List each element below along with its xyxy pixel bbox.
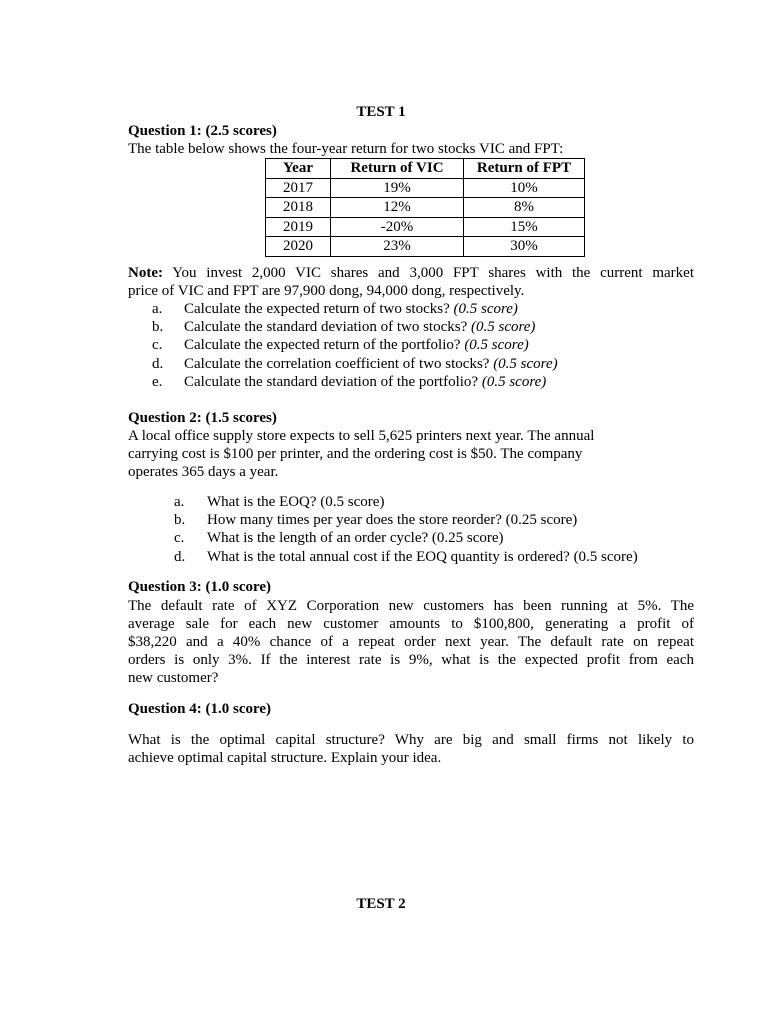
item-question: Calculate the standard deviation of the portfolio? bbox=[184, 373, 482, 390]
item-marker: a. bbox=[174, 494, 185, 510]
item-score: (0.5 score) bbox=[471, 319, 536, 336]
cell-year: 2019 bbox=[266, 217, 331, 237]
item-text: How many times per year does the store reorder? (0.25 score) bbox=[207, 512, 578, 529]
q4-line-1: What is the optimal capital structure? Why are big and small firms not likely to bbox=[128, 732, 694, 748]
test1-title: TEST 1 bbox=[356, 104, 406, 120]
q4-heading: Question 4: (1.0 score) bbox=[128, 701, 272, 717]
q2-line-3: operates 365 days a year. bbox=[128, 464, 279, 480]
item-marker: e. bbox=[152, 373, 163, 390]
list-item bbox=[152, 336, 672, 354]
cell-vic: 23% bbox=[331, 237, 464, 257]
list-item bbox=[174, 511, 694, 529]
returns-table bbox=[265, 158, 585, 257]
list-item bbox=[174, 529, 694, 547]
col-header-vic: Return of VIC bbox=[331, 159, 464, 179]
note-text: You invest 2,000 VIC shares and 3,000 FPT shares with the current market bbox=[162, 265, 694, 281]
col-header-year: Year bbox=[266, 159, 331, 179]
q3-line-1: The default rate of XYZ Corporation new customers has been running at 5%. The bbox=[128, 598, 694, 614]
table-row bbox=[266, 217, 585, 237]
q3-line-5: new customer? bbox=[128, 670, 219, 686]
list-item bbox=[152, 355, 672, 373]
q3-line-4: orders is only 3%. If the interest rate is 9%, what is the expected profit from each bbox=[128, 652, 694, 668]
table-row bbox=[266, 237, 585, 257]
item-marker: d. bbox=[152, 355, 164, 372]
note-label: Note: bbox=[128, 265, 163, 281]
item-text bbox=[184, 318, 535, 336]
q1-intro: The table below shows the four-year return for two stocks VIC and FPT: bbox=[128, 141, 564, 157]
item-marker: a. bbox=[152, 301, 163, 317]
cell-year: 2020 bbox=[266, 237, 331, 257]
list-item bbox=[152, 318, 672, 336]
cell-fpt: 8% bbox=[464, 198, 585, 218]
item-text bbox=[184, 355, 558, 373]
list-item bbox=[152, 373, 672, 391]
item-question: Calculate the expected return of two stocks? bbox=[184, 301, 454, 317]
item-score: (0.5 score) bbox=[464, 337, 529, 354]
cell-year: 2017 bbox=[266, 178, 331, 198]
q2-task-list bbox=[174, 493, 694, 566]
cell-fpt: 10% bbox=[464, 178, 585, 198]
q1-heading: Question 1: (2.5 scores) bbox=[128, 123, 277, 139]
q2-heading: Question 2: (1.5 scores) bbox=[128, 410, 277, 426]
item-score: (0.5 score) bbox=[453, 301, 518, 317]
cell-vic: -20% bbox=[331, 217, 464, 237]
item-marker: c. bbox=[152, 337, 163, 354]
q2-line-2: carrying cost is $100 per printer, and the ordering cost is $50. The company bbox=[128, 446, 583, 462]
table-row bbox=[266, 178, 585, 198]
cell-vic: 12% bbox=[331, 198, 464, 218]
table-row bbox=[266, 198, 585, 218]
item-text: What is the total annual cost if the EOQ quantity is ordered? (0.5 score) bbox=[207, 548, 638, 565]
item-score: (0.5 score) bbox=[493, 355, 558, 372]
q1-task-list bbox=[152, 300, 672, 391]
q1-note-line-2: price of VIC and FPT are 97,900 dong, 94,000 dong, respectively. bbox=[128, 283, 525, 299]
item-marker: b. bbox=[174, 512, 186, 529]
item-marker: d. bbox=[174, 548, 186, 565]
q1-note-line-1 bbox=[128, 264, 694, 282]
item-question: Calculate the expected return of the portfolio? bbox=[184, 337, 465, 354]
list-item bbox=[174, 493, 694, 511]
item-text bbox=[184, 373, 546, 391]
item-text bbox=[184, 336, 529, 354]
item-text bbox=[184, 300, 518, 318]
item-question: Calculate the standard deviation of two stocks? bbox=[184, 319, 471, 336]
test2-title: TEST 2 bbox=[356, 896, 406, 912]
q2-line-1: A local office supply store expects to sell 5,625 printers next year. The annual bbox=[128, 428, 595, 444]
table-header-row bbox=[266, 159, 585, 179]
list-item bbox=[152, 300, 672, 318]
cell-fpt: 30% bbox=[464, 237, 585, 257]
item-score: (0.5 score) bbox=[481, 373, 547, 390]
q3-line-3: $38,220 and a 40% chance of a repeat order next year. The default rate on repeat bbox=[128, 634, 694, 650]
col-header-fpt: Return of FPT bbox=[464, 159, 585, 179]
item-text: What is the length of an order cycle? (0.25 score) bbox=[207, 530, 504, 547]
item-marker: c. bbox=[174, 530, 185, 547]
q3-heading: Question 3: (1.0 score) bbox=[128, 579, 272, 595]
cell-fpt: 15% bbox=[464, 217, 585, 237]
q3-line-2: average sale for each new customer amounts to $100,800, generating a profit of bbox=[128, 616, 694, 632]
list-item bbox=[174, 548, 694, 566]
item-question: Calculate the correlation coefficient of two stocks? bbox=[184, 355, 494, 372]
cell-year: 2018 bbox=[266, 198, 331, 218]
item-marker: b. bbox=[152, 319, 164, 336]
cell-vic: 19% bbox=[331, 178, 464, 198]
q4-line-2: achieve optimal capital structure. Explain your idea. bbox=[128, 750, 442, 766]
item-text: What is the EOQ? (0.5 score) bbox=[207, 494, 385, 510]
